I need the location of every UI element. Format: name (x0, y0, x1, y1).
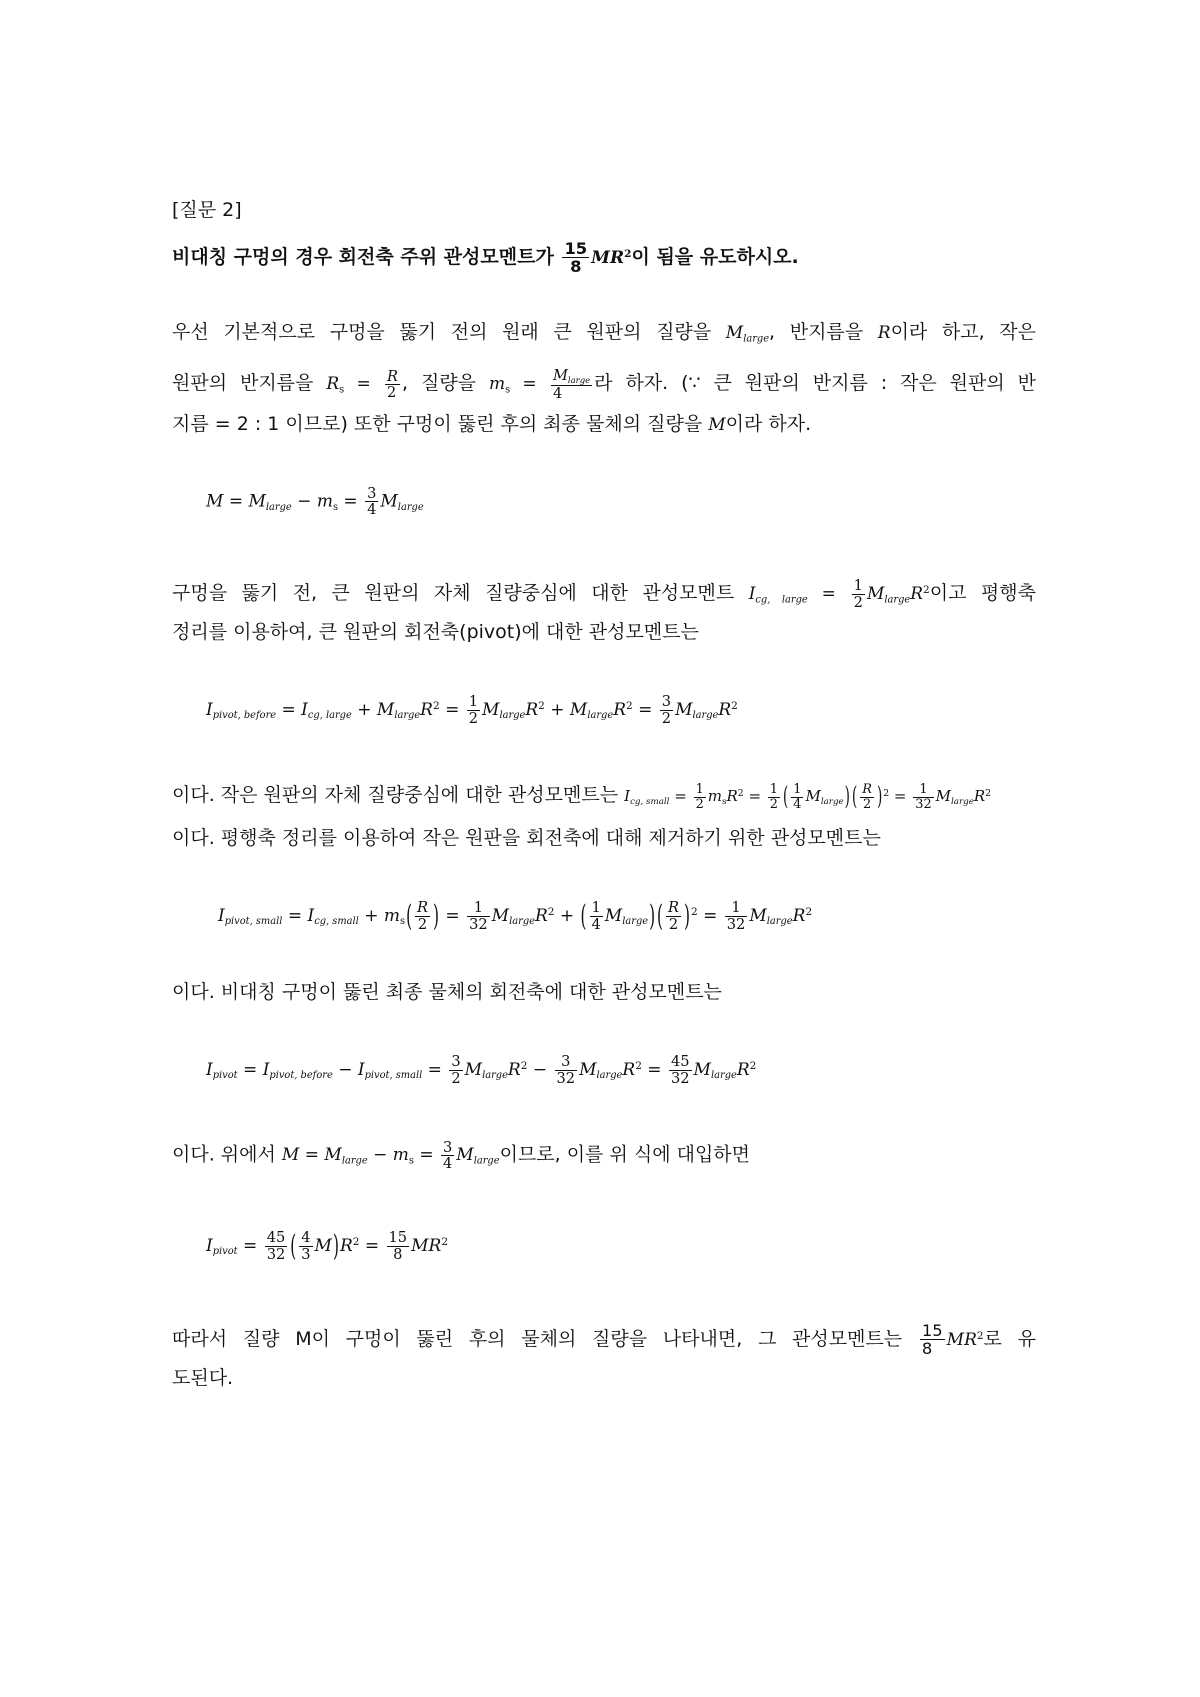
final-line-1: 이다. 비대칭 구멍이 뚫린 최종 물체의 회전축에 대한 관성모멘트는 (172, 981, 722, 1003)
intro-line-1: 우선 기본적으로 구멍을 뚫기 전의 원래 큰 원판의 질량을 $M_{large}$, 반지름을 R이라 하고, 작은 (172, 321, 1036, 345)
math-I-cg-small: $I_{cg, small}$ = $\frac{1}{2}$ $m_sR^2$ = $\frac{1}{2}$ ( $\frac{1}{4}$ $M_{large}$) ( $\frac{R}{2}$ )$^2$ = $\frac{1}{32}$ $M_{large}R^2$ (624, 781, 992, 813)
question-title (172, 240, 1036, 275)
math-I-cg-large: $I_{cg, large}$ = $\frac{1}{2}$ $M_{large}R^2$ (748, 577, 930, 611)
cg-line-2: 정리를 이용하여, 큰 원판의 회전축(pivot)에 대한 관성모멘트는 (172, 621, 699, 643)
question-text-after: 이 됨을 유도하시오. (631, 246, 799, 269)
fraction-15-8-conclusion: $\frac{15}{8}$ (921, 1321, 943, 1359)
intro-line-3: 지름 = 2 : 1 이므로) 또한 구멍이 뚫린 후의 최종 물체의 질량을 M이라 하자. (172, 413, 812, 435)
equation-pivot: $I_{pivot} = I_{pivot, before} - I_{pivot, small}$ = $\frac{3}{2}$ $M_{large}R^2$ − $\frac{3}{32}$ $M_{large}R^2$ = $\frac{45}{32}$ $M_{large}R^2$ (206, 1053, 757, 1087)
intro-line-2: 원판의 반지름을 $R_s$ = $\frac{R}{2}$ , 질량을 $m_s$ = $\frac{M_{large}}{4}$ 라 하자. (∵ 큰 원판의 반지름 : 작은 원판의 반 (172, 367, 1036, 402)
cg-line-1: 구멍을 뚫기 전, 큰 원판의 자체 질량중심에 대한 관성모멘트 $I_{cg, large}$ = $\frac{1}{2}$ $M_{large}R^2$이고 평행축 (172, 577, 1036, 611)
math-mass-relation: $M = M_{large} - m_s$ = $\frac{3}{4}$ $M_{large}$ (281, 1139, 500, 1173)
math-MR2: $MR^2$ (591, 248, 632, 269)
math-M-large: $M_{large}$ (725, 323, 770, 345)
equation-pivot-small: $I_{pivot, small} = I_{cg, small} + m_s$( $\frac{R}{2}$ ) = $\frac{1}{32}$ $M_{large}R^2$ + ( $\frac{1}{4}$ $M_{large}$) ( $\frac{R}{2}$ )$^2$ = $\frac{1}{32}$ $M_{large}R^2$ (218, 898, 813, 933)
small-line-1: 이다. 작은 원판의 자체 질량중심에 대한 관성모멘트는 $I_{cg, small}$ = $\frac{1}{2}$ $m_sR^2$ = $\frac{1}{2}$ ( $\frac{1}{4}$ $M_{large}$) ( $\frac{R}{2}$ )$^2$ = $\frac{1}{32}$ $M_{large}R^2$ (172, 781, 992, 813)
question-label: [질문 2] (172, 199, 242, 221)
math-M: M (708, 415, 726, 435)
equation-mass: $M = M_{large} - m_s$ = $\frac{3}{4}$ $M_{large}$ (206, 485, 424, 519)
equation-result: $I_{pivot}$ = $\frac{45}{32}$ ( $\frac{4}{3}$ $M)R^2$ = $\frac{15}{8}$ $MR^2$ (206, 1228, 449, 1263)
math-R: R (877, 323, 891, 343)
math-Rs-eq: $R_s$ = $\frac{R}{2}$ (326, 367, 399, 402)
equation-pivot-before: $I_{pivot, before} = I_{cg, large} + M_{large}R^2$ = $\frac{1}{2}$ $M_{large}R^2 + M_{large}R^2$ = $\frac{3}{2}$ $M_{large}R^2$ (206, 693, 738, 727)
small-line-2: 이다. 평행축 정리를 이용하여 작은 원판을 회전축에 대해 제거하기 위한 관성모멘트는 (172, 827, 881, 849)
substitution-line: 이다. 위에서 $M = M_{large} - m_s$ = $\frac{3}{4}$ $M_{large}$이므로, 이를 위 식에 대입하면 (172, 1139, 751, 1173)
math-ms-eq: $m_s$ = $\frac{M_{large}}{4}$ (488, 367, 591, 402)
fraction-15-8: $\frac{15}{8}$ (564, 239, 588, 277)
question-text-before: 비대칭 구멍의 경우 회전축 주위 관성모멘트가 (172, 246, 554, 269)
conclusion-line-2: 도된다. (172, 1367, 234, 1389)
conclusion-line-1: 따라서 질량 M이 구멍이 뚫린 후의 물체의 질량을 나타내면, 그 관성모멘트는 $\frac{15}{8}$ $MR^2$로 유 (172, 1321, 1037, 1359)
